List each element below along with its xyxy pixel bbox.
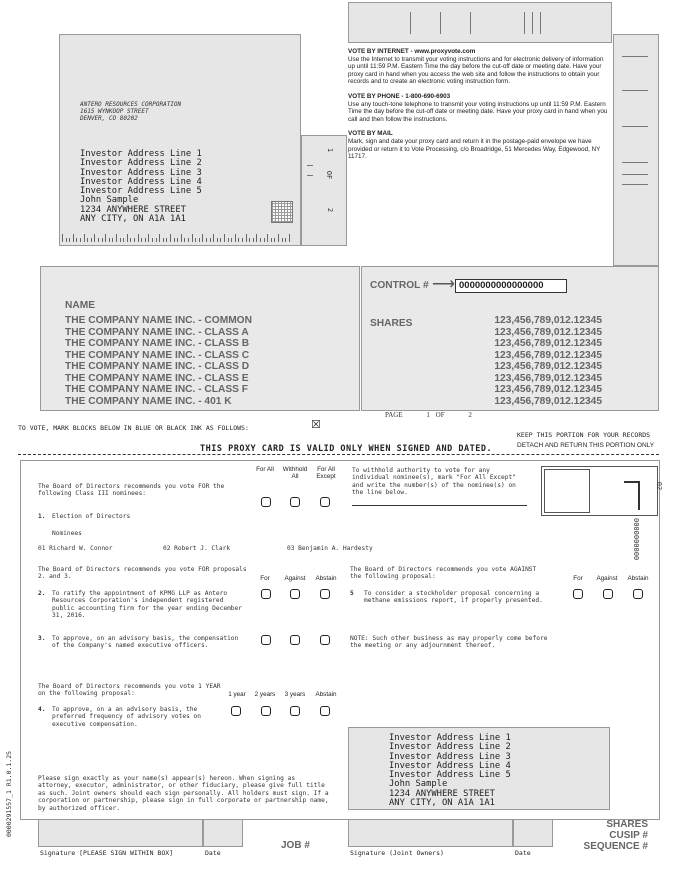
item-4-text: To approve, on a an advisory basis, the preferred frequency of advisory votes on executive compensation. xyxy=(52,706,202,728)
joint-signature-label: Signature (Joint Owners) xyxy=(350,849,444,857)
postal-barcode-bar xyxy=(267,234,268,242)
item-4-number: 4. xyxy=(38,706,46,713)
board-recommendation-1: The Board of Directors recommends you vote FOR the following Class III nominees: xyxy=(38,483,225,498)
barcode-bar xyxy=(440,12,441,34)
cut-line xyxy=(18,454,659,455)
company-name: THE COMPANY NAME INC. - CLASS C xyxy=(65,349,250,361)
postal-barcode-bar xyxy=(177,238,178,242)
postal-barcode xyxy=(62,234,292,242)
postal-barcode-bar xyxy=(264,238,265,242)
item-4-3years-checkbox[interactable] xyxy=(290,706,300,716)
vote-mail-title: VOTE BY MAIL xyxy=(348,130,393,138)
postal-barcode-bar xyxy=(271,238,272,242)
keep-portion-text: KEEP THIS PORTION FOR YOUR RECORDS xyxy=(517,431,651,439)
barcode-bar xyxy=(410,12,411,34)
postal-barcode-bar xyxy=(188,238,189,242)
joint-date-box[interactable] xyxy=(513,819,553,847)
company-name: THE COMPANY NAME INC. - CLASS F xyxy=(65,384,249,395)
vote-instructions xyxy=(348,48,612,161)
note-text: NOTE: Such other business as may properly come before the meeting or any adjournment thereof. xyxy=(350,635,548,650)
postal-barcode-bar xyxy=(141,238,142,242)
company-name: THE COMPANY NAME INC. - CLASS E xyxy=(65,372,249,384)
side-mark-of: OF xyxy=(325,170,334,180)
postal-barcode-bar xyxy=(195,238,196,242)
postal-barcode-bar xyxy=(145,238,146,242)
share-values xyxy=(470,315,602,407)
col-for: For xyxy=(260,575,270,582)
postal-barcode-bar xyxy=(116,234,117,242)
side-number: 02 xyxy=(655,481,664,491)
joint-date-label: Date xyxy=(515,849,531,857)
item-3-number: 3. xyxy=(38,635,46,642)
item-2-abstain-checkbox[interactable] xyxy=(320,589,330,599)
postal-barcode-bar xyxy=(105,234,106,242)
vote-internet-title: VOTE BY INTERNET - www.proxyvote.com xyxy=(348,48,476,55)
share-value: 123,456,789,012.12345 xyxy=(494,326,602,338)
postal-barcode-bar xyxy=(242,238,243,242)
postal-barcode-bar xyxy=(134,238,135,242)
control-label: CONTROL # xyxy=(370,280,429,291)
side-code: 0000000000 xyxy=(632,518,640,561)
item-2-for-checkbox[interactable] xyxy=(261,589,271,599)
item-3-for-checkbox[interactable] xyxy=(261,635,271,645)
col-against-2: Against xyxy=(596,575,618,582)
board-recommendation-3: The Board of Directors recommends you vote 1 YEAR on the following proposal: xyxy=(38,683,221,698)
postal-barcode-bar xyxy=(231,238,232,242)
postal-barcode-bar xyxy=(163,238,164,242)
col-3-years: 3 years xyxy=(284,691,306,698)
issuer-name: ANTERO RESOURCES CORPORATION xyxy=(80,101,182,108)
shares-label: SHARES xyxy=(370,318,413,329)
postal-barcode-bar xyxy=(289,234,290,242)
col-abstain: Abstain xyxy=(315,575,337,582)
margin-tick xyxy=(622,174,648,175)
tick-mark xyxy=(307,165,313,166)
item-5-text: To consider a stockholder proposal concerning a methane emissions report, if properly presented. xyxy=(364,590,543,605)
postal-barcode-bar xyxy=(181,234,182,242)
company-name: THE COMPANY NAME INC. - CLASS A xyxy=(65,326,249,338)
postal-barcode-bar xyxy=(202,234,203,242)
col-for-all: For All xyxy=(256,466,274,473)
margin-tick xyxy=(622,162,648,163)
postal-barcode-bar xyxy=(224,234,225,242)
vote-mail-text: Mark, sign and date your proxy card and return it in the postage-paid envelope we have provided or return it to Vote Processing, c/o Broadridge, 51 Mercedes Way, Edgewood, NY 11717. xyxy=(348,137,601,161)
job-label: JOB # xyxy=(281,840,310,851)
share-value: 123,456,789,012.12345 xyxy=(494,395,602,407)
postal-barcode-bar xyxy=(285,238,286,242)
item-5-against-checkbox[interactable] xyxy=(603,589,613,599)
signature-box[interactable] xyxy=(38,819,203,847)
company-name: THE COMPANY NAME INC. - COMMON xyxy=(65,315,252,326)
board-recommendation-2: The Board of Directors recommends you vote FOR proposals 2. and 3. xyxy=(38,566,247,581)
postal-barcode-bar xyxy=(138,234,139,242)
item-3-abstain-checkbox[interactable] xyxy=(320,635,330,645)
share-value: 123,456,789,012.12345 xyxy=(494,315,602,326)
vote-phone-title: VOTE BY PHONE - 1-800-690-6903 xyxy=(348,92,451,100)
margin-tick xyxy=(622,56,648,57)
postal-barcode-bar xyxy=(249,238,250,242)
vote-phone-text: Use any touch-tone telephone to transmit your voting instructions up until 11:59 P.M. Eastern Time the day before the cut-off date or meeting date. Have your proxy card in hand when you call and then follow the instructions. xyxy=(348,100,608,123)
share-value: 123,456,789,012.12345 xyxy=(494,384,602,395)
postal-barcode-bar xyxy=(120,238,121,242)
col-against: Against xyxy=(284,575,306,582)
postal-barcode-bar xyxy=(76,238,77,242)
postal-barcode-bar xyxy=(102,238,103,242)
postal-barcode-bar xyxy=(199,238,200,242)
postal-barcode-bar xyxy=(98,238,99,242)
share-value: 123,456,789,012.12345 xyxy=(494,338,602,349)
investor-address-top: Investor Address Line 1 Investor Address Line 2 Investor Address Line 3 Investor Address Line 4 Investor Address Line 5 John Sample 1234 ANYWHERE STREET ANY CITY, ON A1A 1A1 xyxy=(80,149,202,225)
postal-barcode-bar xyxy=(80,238,81,242)
item-4-1year-checkbox[interactable] xyxy=(231,706,241,716)
item-2-against-checkbox[interactable] xyxy=(290,589,300,599)
side-mark-2: 2 xyxy=(326,207,335,213)
tracking-barcode-box xyxy=(348,2,612,43)
postal-barcode-bar xyxy=(73,234,74,242)
side-mark-1: 1 xyxy=(326,147,335,153)
page-indicator: PAGE 1 OF 2 xyxy=(385,411,472,419)
mark-instructions: TO VOTE, MARK BLOCKS BELOW IN BLUE OR BLACK INK AS FOLLOWS: xyxy=(18,424,249,432)
company-name: THE COMPANY NAME INC. - 401 K xyxy=(65,395,232,407)
company-name: THE COMPANY NAME INC. - CLASS D xyxy=(65,361,250,372)
postal-barcode-bar xyxy=(260,238,261,242)
corner-mark xyxy=(624,481,640,510)
nominee-write-in-line[interactable] xyxy=(352,505,527,506)
inner-barcode-box xyxy=(544,469,590,513)
share-value: 123,456,789,012.12345 xyxy=(494,372,602,384)
issuer-city: DENVER, CO 80202 xyxy=(80,115,138,122)
signature-date-box[interactable] xyxy=(203,819,243,847)
col-abstain-3: Abstain xyxy=(315,691,337,698)
postal-barcode-bar xyxy=(87,238,88,242)
postal-barcode-bar xyxy=(91,238,92,242)
barcode-bar xyxy=(524,12,525,34)
board-recommendation-against: The Board of Directors recommends you vote AGAINST the following proposal: xyxy=(350,566,537,581)
postal-barcode-bar xyxy=(220,238,221,242)
barcode-bar xyxy=(540,12,541,34)
company-list xyxy=(65,315,252,407)
withhold-all-checkbox[interactable] xyxy=(290,497,300,507)
postal-barcode-bar xyxy=(130,238,131,242)
col-1-year: 1 year xyxy=(228,691,246,698)
right-margin-panel xyxy=(613,34,659,266)
postal-barcode-bar xyxy=(152,238,153,242)
item-2-text: To ratify the appointment of KPMG LLP as Antero Resources Corporation's independent registered public accounting firm for the year ending December 31, 2016. xyxy=(52,590,242,620)
postal-barcode-bar xyxy=(112,238,113,242)
investor-address-bottom: Investor Address Line 1 Investor Address Line 2 Investor Address Line 3 Investor Address Line 4 Investor Address Line 5 John Sample 1234 ANYWHERE STREET ANY CITY, ON A1A 1A1 xyxy=(389,733,511,809)
nominee-1: 01 Richard W. Connor xyxy=(38,545,113,552)
postal-barcode-bar xyxy=(228,238,229,242)
item-5-abstain-checkbox[interactable] xyxy=(633,589,643,599)
item-1-number: 1. xyxy=(38,513,46,520)
postal-barcode-bar xyxy=(84,234,85,242)
withhold-instructions: To withhold authority to vote for any individual nominee(s), mark "For All Except" and write the number(s) of the nominee(s) on the line below. xyxy=(352,467,516,497)
postal-barcode-bar xyxy=(192,234,193,242)
postal-barcode-bar xyxy=(184,238,185,242)
margin-tick xyxy=(622,184,648,185)
col-for-all-except: For All Except xyxy=(316,466,336,480)
vote-internet-text: Use the Internet to transmit your voting instructions and for electronic delivery of information up until 11:59 P.M. Eastern Time the day before the cut-off date or meeting date. Have your proxy card in hand when you access the web site and follow the instructions to obtain your records and to create an electronic voting instruction form. xyxy=(348,55,604,86)
postal-barcode-bar xyxy=(235,234,236,242)
page-tab xyxy=(301,135,347,246)
postal-barcode-bar xyxy=(94,234,95,242)
share-value: 123,456,789,012.12345 xyxy=(494,361,602,372)
postal-barcode-bar xyxy=(256,234,257,242)
postal-barcode-bar xyxy=(166,238,167,242)
shares-code-label: SHARES xyxy=(606,819,648,830)
col-for-2: For xyxy=(573,575,583,582)
cusip-label: CUSIP # xyxy=(609,830,648,841)
signing-instructions: Please sign exactly as your name(s) appear(s) hereon. When signing as attorney, executor, administrator, or other fiduciary, please give full title as such. Joint owners should each sign personally. All holders must sign. If a corporation or partnership, please sign in full corporate or partnership name, by authorized officer. xyxy=(38,775,329,812)
name-label: NAME xyxy=(65,300,95,311)
issuer-street: 1615 WYNKOOP STREET xyxy=(80,108,149,115)
barcode-bar xyxy=(532,12,533,34)
col-withhold-all: Withhold All xyxy=(282,466,308,480)
postal-barcode-bar xyxy=(217,238,218,242)
postal-barcode-bar xyxy=(156,238,157,242)
item-2-number: 2. xyxy=(38,590,46,597)
postal-barcode-bar xyxy=(159,234,160,242)
nominees-label: Nominees xyxy=(52,530,82,537)
col-abstain-2: Abstain xyxy=(627,575,649,582)
item-5-number: 5 xyxy=(350,590,354,597)
postal-barcode-bar xyxy=(69,238,70,242)
item-1-text: Election of Directors xyxy=(52,513,131,520)
item-4-2years-checkbox[interactable] xyxy=(261,706,271,716)
postal-barcode-bar xyxy=(278,234,279,242)
joint-signature-box[interactable] xyxy=(348,819,513,847)
nominee-2: 02 Robert J. Clark xyxy=(163,545,231,552)
postal-barcode-bar xyxy=(206,238,207,242)
postal-barcode-bar xyxy=(170,234,171,242)
date-label: Date xyxy=(205,849,221,857)
control-arrow: ⟶ xyxy=(432,276,455,293)
postal-barcode-bar xyxy=(66,238,67,242)
item-5-for-checkbox[interactable] xyxy=(573,589,583,599)
item-4-abstain-checkbox[interactable] xyxy=(320,706,330,716)
postal-barcode-bar xyxy=(213,234,214,242)
nominee-3: 03 Benjamin A. Hardesty xyxy=(287,545,373,552)
share-value: 123,456,789,012.12345 xyxy=(494,349,602,361)
item-3-against-checkbox[interactable] xyxy=(290,635,300,645)
barcode-bar xyxy=(470,12,471,34)
left-margin-code: 0000291557_1 R1.0.1.25 xyxy=(5,750,14,838)
postal-barcode-bar xyxy=(246,234,247,242)
postal-barcode-bar xyxy=(127,234,128,242)
postal-barcode-bar xyxy=(174,238,175,242)
detach-text: DETACH AND RETURN THIS PORTION ONLY xyxy=(517,442,655,449)
tick-mark xyxy=(307,175,313,176)
col-2-years: 2 years xyxy=(254,691,276,698)
for-all-except-checkbox[interactable] xyxy=(320,497,330,507)
item-3-text: To approve, on an advisory basis, the compensation of the Company's named executive officers. xyxy=(52,635,239,650)
postal-barcode-bar xyxy=(238,238,239,242)
margin-tick xyxy=(622,126,648,127)
postal-barcode-bar xyxy=(210,238,211,242)
signature-label: Signature [PLEASE SIGN WITHIN BOX] xyxy=(40,849,174,857)
company-name: THE COMPANY NAME INC. - CLASS B xyxy=(65,338,250,349)
2d-barcode xyxy=(271,201,293,223)
postal-barcode-bar xyxy=(253,238,254,242)
mark-example-icon: ☒ xyxy=(311,419,321,431)
postal-barcode-bar xyxy=(282,238,283,242)
postal-barcode-bar xyxy=(274,238,275,242)
sequence-label: SEQUENCE # xyxy=(583,841,648,852)
for-all-checkbox[interactable] xyxy=(261,497,271,507)
postal-barcode-bar xyxy=(62,234,63,242)
postal-barcode-bar xyxy=(123,238,124,242)
margin-tick xyxy=(622,90,648,91)
postal-barcode-bar xyxy=(109,238,110,242)
valid-notice: THIS PROXY CARD IS VALID ONLY WHEN SIGNED AND DATED. xyxy=(200,444,493,454)
postal-barcode-bar xyxy=(148,234,149,242)
control-number: 0000000000000000 xyxy=(459,280,544,291)
